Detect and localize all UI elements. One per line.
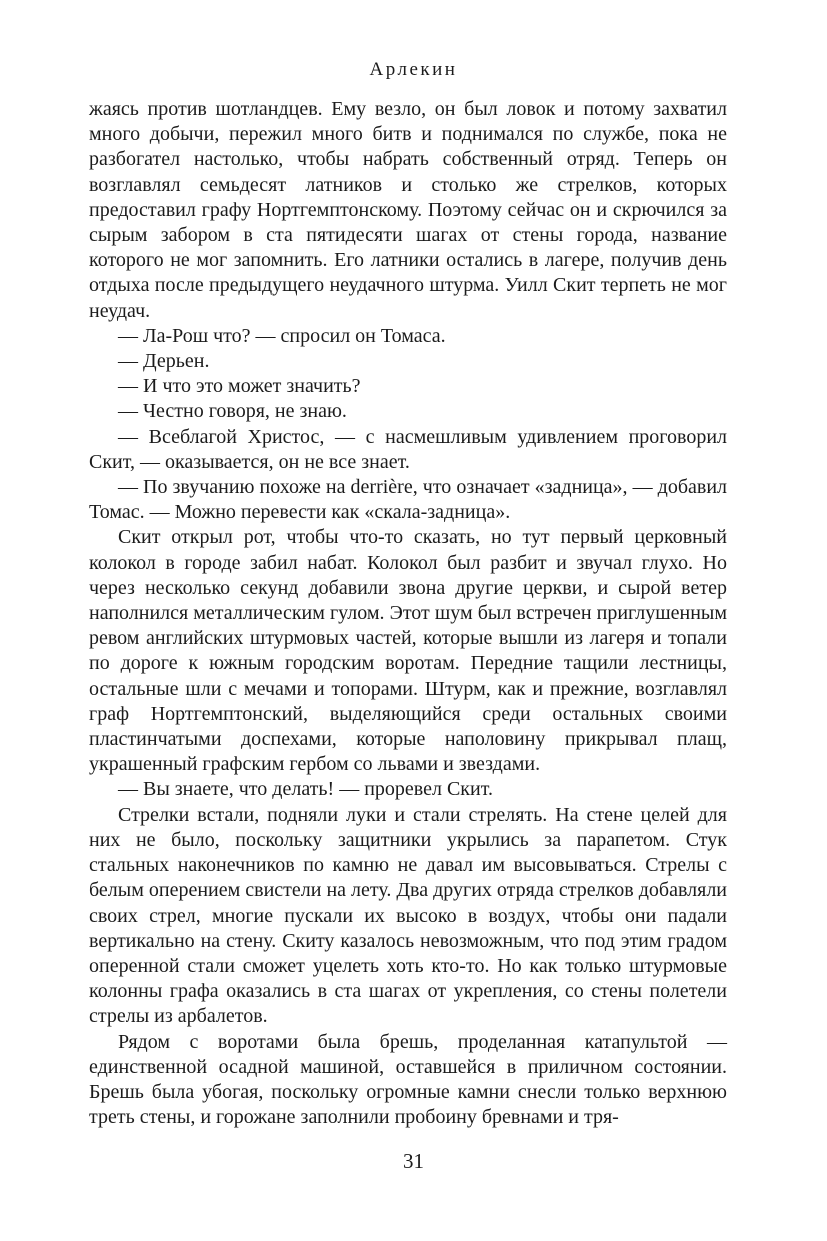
dialogue-line-5: — Всеблагой Христос, — с насмешливым удивлением проговорил Скит, — оказывается, он не все знает. — [89, 425, 727, 473]
dialogue-line-3: — И что это может значить? — [118, 375, 361, 398]
body-text — [89, 97, 727, 1130]
running-header: Арлекин — [369, 59, 458, 80]
dialogue-line-4: — Честно говоря, не знаю. — [118, 400, 347, 423]
paragraph-1: жаясь против шотландцев. Ему везло, он был ловок и потому захватил много добычи, пережил много битв и поднимался по службе, пока не разбогател настолько, чтобы набрать собственный отряд. Теперь он возглавлял семьдесят латников и столько же стрелков, которых предоставил графу Нортгемптонскому. Поэтому сейчас он и скрючился за сырым забором в ста пятидесяти шагах от стены города, название которого не мог запомнить. Его латники остались в лагере, получив день отдыха после предыдущего неудачного штурма. Уилл Скит терпеть не мог неудач. — [89, 98, 727, 322]
dialogue-line-1: — Ла-Рош что? — спросил он Томаса. — [118, 324, 446, 347]
page-number: 31 — [403, 1149, 424, 1173]
paragraph-4: Рядом с воротами была брешь, проделанная катапультой — единственной осадной машиной, оставшейся в приличном состоянии. Брешь была убогая, поскольку огромные камни снесли только верхнюю треть стены, и горожане заполнили пробоину бревнами и тря- — [89, 1030, 727, 1129]
paragraph-3: Стрелки встали, подняли луки и стали стрелять. На стене целей для них не было, поскольку защитники укрылись за парапетом. Стук стальных наконечников по камню не давал им высовываться. Стрелы с белым оперением свистели на лету. Два других отряда стрелков добавляли своих стрел, многие пускали их высоко в воздух, чтобы они падали вертикально на стену. Скиту казалось невозможным, что под этим градом оперенной стали сможет уцелеть хоть кто-то. Но как только штурмовые колонны графа оказались в ста шагах от укрепления, со стены полетели стрелы из арбалетов. — [89, 803, 727, 1028]
dialogue-line-7: — Вы знаете, что делать! — проревел Скит. — [118, 778, 493, 801]
paragraph-2: Скит открыл рот, чтобы что-то сказать, но тут первый церковный колокол в городе забил набат. Колокол был разбит и звучал глухо. Но через несколько секунд добавили звона другие церкви, и сырой ветер наполнился металлическим гулом. Этот шум был встречен приглушенным ревом английских штурмовых частей, которые вышли из лагеря и топали по дороге к южным городским воротам. Передние тащили лестницы, остальные шли с мечами и топорами. Штурм, как и прежние, возглавлял граф Нортгемптонский, выделяющийся среди остальных своими пластинчатыми доспехами, которые наполовину прикрывал плащ, украшенный графским гербом со львами и звездами. — [89, 526, 727, 776]
dialogue-line-2: — Дерьен. — [118, 350, 210, 373]
dialogue-line-6: — По звучанию похоже на derrière, что означает «задница», — добавил Томас. — Можно перевести как «скала-задница». — [89, 476, 727, 524]
